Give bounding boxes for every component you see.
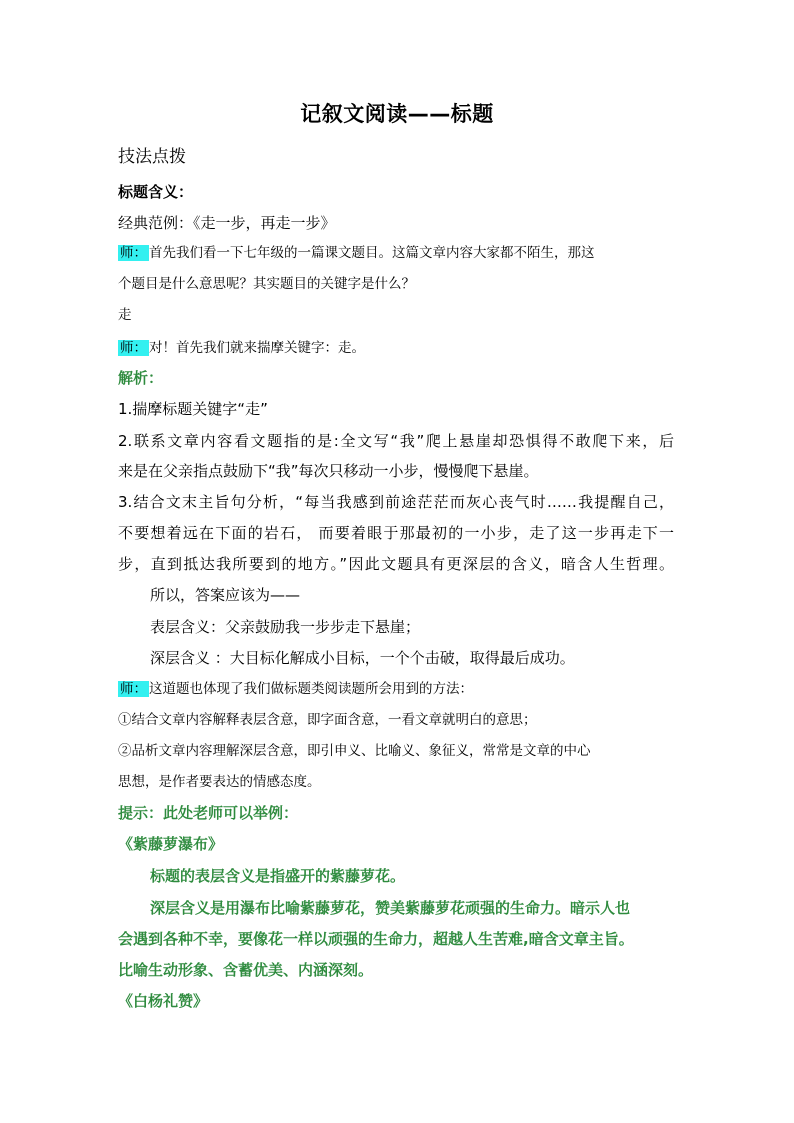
example-1-deep-line-2: 会遇到各种不幸，要像花一样以顽强的生命力，超越人生苦难,暗含文章主旨。 [118,930,634,948]
analysis-point-3-line-1: 3.结合文末主旨句分析，“每当我感到前途茫茫而灰心丧气时……我提醒自己， [118,493,674,511]
teacher-text-2: 对！首先我们就来揣摩关键字：走。 [149,340,365,356]
answer-intro: 所以，答案应该为—— [150,586,301,604]
document-title: 记叙文阅读——标题 [300,102,494,126]
teacher-text-1: 首先我们看一下七年级的一篇课文题目。这篇文章内容大家都不陌生，那这 [149,245,595,261]
hint-line: 提示：此处老师可以举例： [118,804,299,822]
method-2-line-1: ②品析文章内容理解深层含意，即引申义、比喻义、象征义，常常是文章的中心 [118,743,591,759]
student-answer: 走 [118,307,132,323]
teacher-tag: 师： [120,340,147,356]
example-1-title: 《紫藤萝瀑布》 [118,835,224,853]
teacher-line-1 [118,242,595,264]
analysis-point-1: 1.揣摩标题关键字“走” [118,400,268,418]
method-2-line-2: 思想，是作者要表达的情感态度。 [118,774,321,790]
example-1-surface: 标题的表层含义是指盛开的紫藤萝花。 [150,867,406,885]
method-1: ①结合文章内容解释表层含意，即字面含意，一看文章就明白的意思； [118,712,537,728]
teacher-tag: 师： [120,245,147,261]
example-1-deep-line-3: 比喻生动形象、含蓄优美、内涵深刻。 [118,961,374,979]
analysis-point-2-line-1: 2.联系文章内容看文题指的是:全文写“我”爬上悬崖却恐惧得不敢爬下来，后 [118,432,674,450]
analysis-point-3-line-3: 步，直到抵达我所要到的地方。”因此文题具有更深层的含义，暗含人生哲理。 [118,555,674,573]
teacher-line-2 [118,337,365,359]
example-1-deep-line-1: 深层含义是用瀑布比喻紫藤萝花，赞美紫藤萝花顽强的生命力。暗示人也 [150,899,631,917]
section-heading: 技法点拨 [118,147,186,167]
example-line: 经典范例：《走一步，再走一步》 [118,214,336,232]
analysis-point-3-line-2: 不要想着远在下面的岩石， 而要着眼于那最初的一小步，走了这一步再走下一 [118,524,674,542]
meaning-heading: 标题含义： [118,183,194,201]
analysis-heading: 解析： [118,369,164,387]
teacher-line-1-cont: 个题目是什么意思呢？其实题目的关键字是什么？ [118,276,415,292]
teacher-line-3 [118,678,473,700]
analysis-point-2-line-2: 来是在父亲指点鼓励下“我”每次只移动一小步，慢慢爬下悬崖。 [118,462,539,480]
teacher-text-3: 这道题也体现了我们做标题类阅读题所会用到的方法： [149,681,473,697]
example-2-title: 《白杨礼赞》 [118,992,209,1010]
deep-meaning: 深层含义 ：大目标化解成小目标，一个个击破，取得最后成功。 [150,649,575,667]
surface-meaning: 表层含义：父亲鼓励我一步步走下悬崖； [150,618,421,636]
teacher-tag: 师： [120,681,147,697]
